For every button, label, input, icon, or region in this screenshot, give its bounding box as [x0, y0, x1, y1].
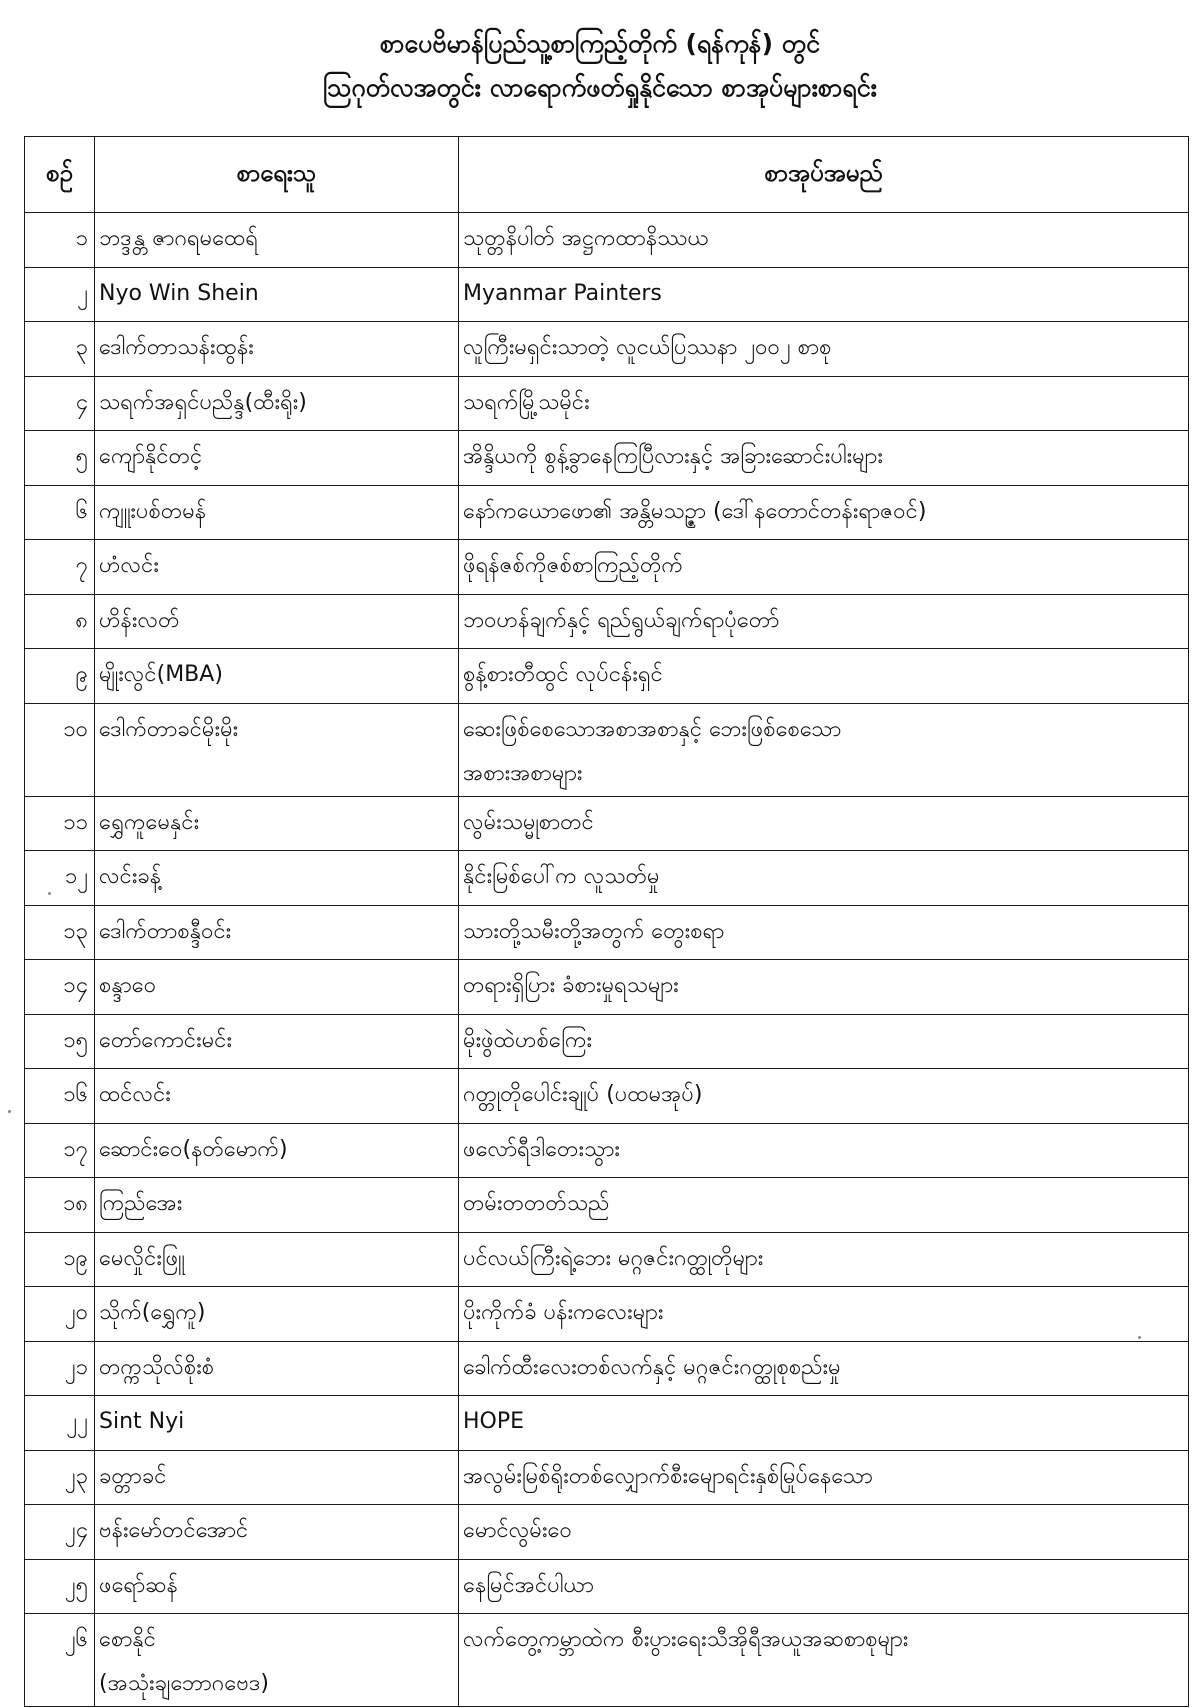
title-text: ပိုးကိုက်ခံ ပန်းကလေးများ: [463, 1300, 664, 1325]
title-text: ဖိုရန်ဇစ်ကိုဇစ်စာကြည့်တိုက်: [463, 553, 683, 578]
row-author: [95, 213, 459, 268]
scan-speck: [8, 1110, 11, 1113]
row-author: [95, 649, 459, 704]
row-number: ၈: [25, 594, 95, 649]
row-author: [95, 376, 459, 431]
row-number: ၇: [25, 540, 95, 595]
table-row: [25, 431, 1189, 486]
title-text: လူကြီးမရှင်းသာတဲ့ လူငယ်ပြဿနာ ၂၀၀၂ စာစု: [463, 335, 832, 360]
row-author: [95, 1559, 459, 1614]
table-row: [25, 540, 1189, 595]
row-title: [459, 1614, 1189, 1707]
row-number: ၆: [25, 485, 95, 540]
table-row: [25, 1069, 1189, 1124]
title-text: သရက်မြို့သမိုင်း: [463, 389, 590, 415]
row-number: ၂၀: [25, 1287, 95, 1342]
document-heading: [0, 22, 1200, 110]
row-author: [95, 1341, 459, 1396]
author-text: မျိုးလွင်(MBA): [99, 662, 223, 687]
header-no: စဉ်: [25, 137, 95, 213]
table-row: [25, 213, 1189, 268]
title-text: ဂတ္တုတိုပေါင်းချုပ် (ပထမအုပ်): [463, 1082, 703, 1107]
row-title: [459, 1123, 1189, 1178]
title-text: ဆေးဖြစ်စေသောအစာအစာနှင့် ဘေးဖြစ်စေသော: [463, 716, 842, 742]
title-text-line-2: အစားအစာများ: [463, 760, 583, 786]
author-text: သိုက်(ရွှေကူ): [99, 1300, 206, 1325]
row-number: ၄: [25, 376, 95, 431]
row-author: [95, 1232, 459, 1287]
author-text: ဒေါက်တာသန်းထွန်း: [99, 335, 254, 360]
row-number: ၁: [25, 213, 95, 268]
author-text: တော်ကောင်းမင်း: [99, 1027, 233, 1053]
row-title: [459, 1287, 1189, 1342]
row-number: ၁၁: [25, 796, 95, 851]
title-text: လွမ်းသမ္မုစာတင်: [463, 809, 594, 835]
author-text: ဘဒ္ဒန္တ ဇာဂရမထေရ်: [99, 226, 259, 251]
table-row: [25, 1396, 1189, 1451]
row-number: ၁၀: [25, 703, 95, 796]
row-title: [459, 594, 1189, 649]
row-title: [459, 1232, 1189, 1287]
row-number: ၂၅: [25, 1559, 95, 1614]
row-title: [459, 376, 1189, 431]
row-author: [95, 1287, 459, 1342]
row-number: ၂: [25, 267, 95, 322]
title-text: ဖလော်ရီဒါတေးသွား: [463, 1136, 620, 1162]
table-row: [25, 1123, 1189, 1178]
author-text: ဟံလင်း: [99, 553, 159, 578]
author-text: ဗန်းမော်တင်အောင်: [99, 1518, 249, 1543]
author-text: မေလှိုင်းဖြူ: [99, 1245, 185, 1271]
title-text: မောင်လွမ်းဝေ: [463, 1518, 572, 1543]
row-author: [95, 1123, 459, 1178]
heading-line-2: ဩဂုတ်လအတွင်း လာရောက်ဖတ်ရှုနိုင်သော စာအုပ်များစာရင်း: [323, 73, 877, 102]
author-text: Sint Nyi: [99, 1409, 185, 1434]
author-text: တက္ကသိုလ်စိုးစံ: [99, 1354, 215, 1380]
row-title: [459, 1559, 1189, 1614]
author-text: စောနိုင်: [99, 1627, 156, 1652]
title-text: HOPE: [463, 1409, 525, 1434]
row-title: [459, 960, 1189, 1015]
row-number: ၂၁: [25, 1341, 95, 1396]
table-body: [25, 213, 1189, 1707]
table-header-row: [25, 137, 1189, 213]
row-number: ၂၃: [25, 1450, 95, 1505]
table-row: [25, 1505, 1189, 1560]
table-row: [25, 851, 1189, 906]
row-author: [95, 485, 459, 540]
row-title: [459, 1178, 1189, 1233]
table-row: [25, 703, 1189, 796]
author-text: ဒေါက်တာစန္ဒီဝင်း: [99, 918, 232, 944]
author-text: ဟိန်းလတ်: [99, 607, 180, 633]
title-text: မိုးဖွဲထဲဟစ်ကြေး: [463, 1027, 593, 1053]
row-title: [459, 485, 1189, 540]
title-text: ဘဝဟန်ချက်နှင့် ရည်ရွယ်ချက်ရာပုံတော်: [463, 607, 780, 633]
table-row: [25, 594, 1189, 649]
title-text: သုတ္တနိပါတ် အဋ္ဌကထာနိဿယ: [463, 226, 709, 251]
row-number: ၂၂: [25, 1396, 95, 1451]
row-author: [95, 267, 459, 322]
table-row: [25, 905, 1189, 960]
title-text: တရားရှိပြား ခံစားမှုရသများ: [463, 973, 679, 998]
row-number: ၁၄: [25, 960, 95, 1015]
scan-speck: [1138, 1336, 1141, 1339]
row-title: [459, 267, 1189, 322]
row-title: [459, 649, 1189, 704]
title-text: လက်တွေ့ကမ္ဘာထဲက စီးပွားရေးသီအိုရီအယူအဆစာစုများ: [463, 1627, 909, 1652]
table-row: [25, 1341, 1189, 1396]
row-title: [459, 905, 1189, 960]
row-author: [95, 851, 459, 906]
title-text: ပင်လယ်ကြီးရဲ့ဘေး မဂ္ဂဇင်းဂတ္ထုတိုများ: [463, 1245, 764, 1271]
table-row: [25, 267, 1189, 322]
table-row: [25, 1178, 1189, 1233]
row-author: [95, 594, 459, 649]
row-author: [95, 905, 459, 960]
table-row: [25, 485, 1189, 540]
heading-line-1: စာပေဗိမာန်ပြည်သူ့စာကြည့်တိုက် (ရန်ကုန်) တွင်: [380, 29, 820, 58]
table-row: [25, 1559, 1189, 1614]
table-row: [25, 1614, 1189, 1707]
table-row: [25, 322, 1189, 377]
table-row: [25, 649, 1189, 704]
author-text: သရက်အရှင်ပညိန္ဒ(ထီးရိုး): [99, 389, 307, 415]
row-author: [95, 322, 459, 377]
title-text: အလွမ်းမြစ်ရိုးတစ်လျှောက်စီးမျောရင်းနှစ်မြုပ်နေသော: [463, 1463, 873, 1489]
author-text: လင်းခန့်: [99, 864, 162, 889]
row-author: [95, 796, 459, 851]
row-title: [459, 1450, 1189, 1505]
row-number: ၃: [25, 322, 95, 377]
row-number: ၁၈: [25, 1178, 95, 1233]
row-number: ၁၅: [25, 1014, 95, 1069]
title-text: သားတို့သမီးတို့အတွက် တွေးစရာ: [463, 918, 725, 944]
author-text: ဖရော်ဆန်: [99, 1572, 178, 1598]
title-text: နေမြင်အင်ပါယာ: [463, 1572, 594, 1598]
row-author: [95, 960, 459, 1015]
row-author: [95, 1069, 459, 1124]
row-title: [459, 796, 1189, 851]
row-number: ၁၃: [25, 905, 95, 960]
title-text: ခေါက်ထီးလေးတစ်လက်နှင့် မဂ္ဂဇင်းဂတ္ထုစုစည်းမှု: [463, 1354, 841, 1380]
row-title: [459, 1014, 1189, 1069]
row-author: [95, 1505, 459, 1560]
row-number: ၉: [25, 649, 95, 704]
table-row: [25, 1450, 1189, 1505]
title-text: အိန္ဒိယကို စွန့်ခွာနေကြပြီလားနှင့် အခြားဆောင်းပါးများ: [463, 444, 883, 469]
author-text: ကျော်နိုင်တင့်: [99, 444, 203, 469]
table-row: [25, 1232, 1189, 1287]
row-title: [459, 540, 1189, 595]
row-title: [459, 431, 1189, 486]
row-author: [95, 540, 459, 595]
author-text: ရွှေကူမေနှင်း: [99, 809, 200, 835]
author-text: ဆောင်းဝေ(နတ်မောက်): [99, 1136, 288, 1162]
author-text-line-2: (အသုံးချဘောဂဗေဒ): [99, 1671, 269, 1696]
row-number: ၁၆: [25, 1069, 95, 1124]
row-number: ၁၇: [25, 1123, 95, 1178]
row-author: [95, 703, 459, 796]
row-title: [459, 1505, 1189, 1560]
row-title: [459, 1069, 1189, 1124]
author-text: ဒေါက်တာခင်မိုးမိုး: [99, 716, 239, 742]
table-row: [25, 1014, 1189, 1069]
scan-speck: [48, 892, 51, 895]
row-number: ၁၉: [25, 1232, 95, 1287]
header-author: စာရေးသူ: [95, 137, 459, 213]
table-row: [25, 960, 1189, 1015]
row-title: [459, 1341, 1189, 1396]
author-text: ထင်လင်း: [99, 1082, 171, 1107]
title-text: တမ်းတတတ်သည်: [463, 1191, 610, 1216]
title-text: စွန့်စားတီထွင် လုပ်ငန်းရှင်: [463, 662, 663, 687]
row-author: [95, 1396, 459, 1451]
table-row: [25, 376, 1189, 431]
book-list-table: [24, 136, 1189, 1707]
row-title: [459, 703, 1189, 796]
row-number: ၅: [25, 431, 95, 486]
table-row: [25, 1287, 1189, 1342]
row-title: [459, 213, 1189, 268]
row-number: ၂၄: [25, 1505, 95, 1560]
author-text: ခတ္တာခင်: [99, 1463, 167, 1489]
row-author: [95, 431, 459, 486]
row-author: [95, 1450, 459, 1505]
author-text: Nyo Win Shein: [99, 280, 259, 306]
author-text: ကြည်အေး: [99, 1191, 183, 1216]
table-row: [25, 796, 1189, 851]
author-text: ကျူးပစ်တမန်: [99, 498, 207, 524]
row-title: [459, 1396, 1189, 1451]
title-text: နိုင်းမြစ်ပေါ်က လူသတ်မှု: [463, 864, 660, 889]
row-number: ၁၂: [25, 851, 95, 906]
header-title: စာအုပ်အမည်: [459, 137, 1189, 213]
row-author: [95, 1178, 459, 1233]
title-text: Myanmar Painters: [463, 280, 662, 306]
row-author: [95, 1014, 459, 1069]
title-text: နော်ကယောဖော၏ အန္တိမသဉ္ဇာ (ဒေါ်နတောင်တန်းရာဇဝင်): [463, 498, 927, 524]
row-author: [95, 1614, 459, 1707]
row-title: [459, 851, 1189, 906]
row-title: [459, 322, 1189, 377]
row-number: ၂၆: [25, 1614, 95, 1707]
author-text: စန္ဒာဝေ: [99, 973, 157, 998]
